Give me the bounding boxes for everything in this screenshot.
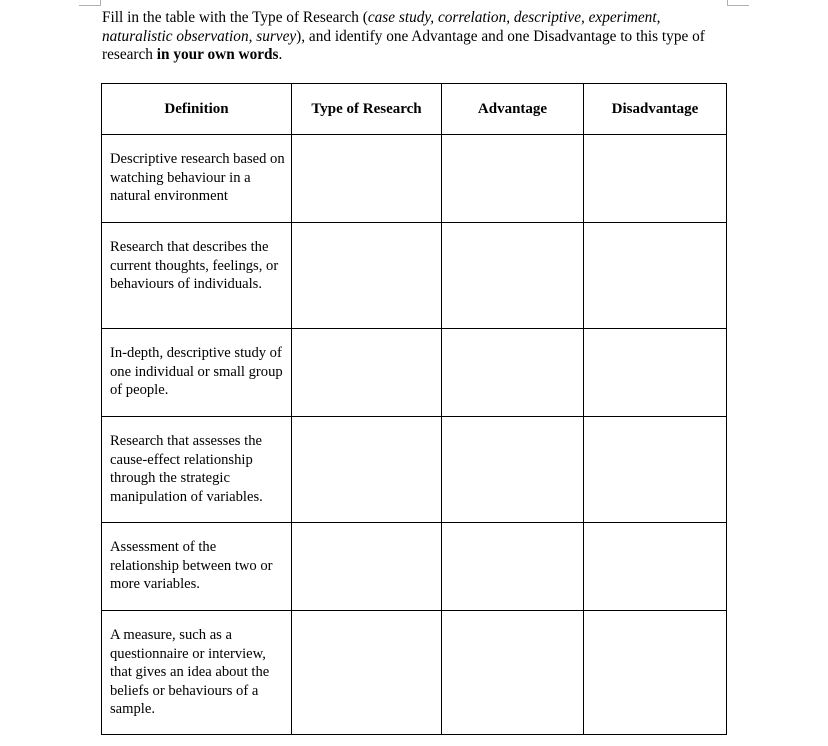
instructions-text: . (278, 46, 283, 63)
definition-cell: Assessment of the relationship between two or more variables. (102, 523, 292, 611)
definition-cell: Descriptive research based on watching behaviour in a natural environment (102, 135, 292, 223)
definition-cell: A measure, such as a questionnaire or interview, that gives an idea about the beliefs or behaviours of a sample. (102, 611, 292, 735)
type-of-research-cell[interactable] (292, 611, 442, 735)
type-of-research-cell[interactable] (292, 329, 442, 417)
table-row (102, 417, 727, 523)
disadvantage-cell[interactable] (584, 523, 727, 611)
header-disadvantage: Disadvantage (584, 84, 727, 135)
header-advantage: Advantage (442, 84, 584, 135)
advantage-cell[interactable] (442, 329, 584, 417)
instructions-text: Fill in the table with the Type of Research ( (102, 9, 368, 26)
advantage-cell[interactable] (442, 135, 584, 223)
table-row (102, 223, 727, 329)
instructions-paragraph (102, 9, 732, 65)
advantage-cell[interactable] (442, 417, 584, 523)
definition-cell: Research that assesses the cause-effect relationship through the strategic manipulation of variables. (102, 417, 292, 523)
page-margin-mark-left (100, 0, 101, 6)
advantage-cell[interactable] (442, 223, 584, 329)
type-of-research-cell[interactable] (292, 523, 442, 611)
disadvantage-cell[interactable] (584, 135, 727, 223)
disadvantage-cell[interactable] (584, 417, 727, 523)
definition-cell: Research that describes the current thoughts, feelings, or behaviours of individuals. (102, 223, 292, 329)
disadvantage-cell[interactable] (584, 329, 727, 417)
table-row (102, 329, 727, 417)
research-table (101, 83, 727, 735)
type-of-research-cell[interactable] (292, 417, 442, 523)
research-types-list: case study, correlation, descriptive, experiment, naturalistic observation, survey (102, 9, 661, 45)
advantage-cell[interactable] (442, 523, 584, 611)
page-margin-mark-left (79, 5, 101, 6)
page-margin-mark-right (727, 5, 749, 6)
table-row (102, 135, 727, 223)
page-margin-mark-right (727, 0, 728, 6)
definition-cell: In-depth, descriptive study of one individual or small group of people. (102, 329, 292, 417)
emphasis-text: in your own words (156, 46, 279, 63)
table-row (102, 523, 727, 611)
type-of-research-cell[interactable] (292, 135, 442, 223)
header-definition: Definition (102, 84, 292, 135)
header-type-of-research: Type of Research (292, 84, 442, 135)
instructions-text: ), and identify one Advantage and one Disadvantage to this type of research (102, 27, 705, 63)
disadvantage-cell[interactable] (584, 611, 727, 735)
advantage-cell[interactable] (442, 611, 584, 735)
table-row (102, 611, 727, 735)
disadvantage-cell[interactable] (584, 223, 727, 329)
table-header-row (102, 84, 727, 135)
type-of-research-cell[interactable] (292, 223, 442, 329)
